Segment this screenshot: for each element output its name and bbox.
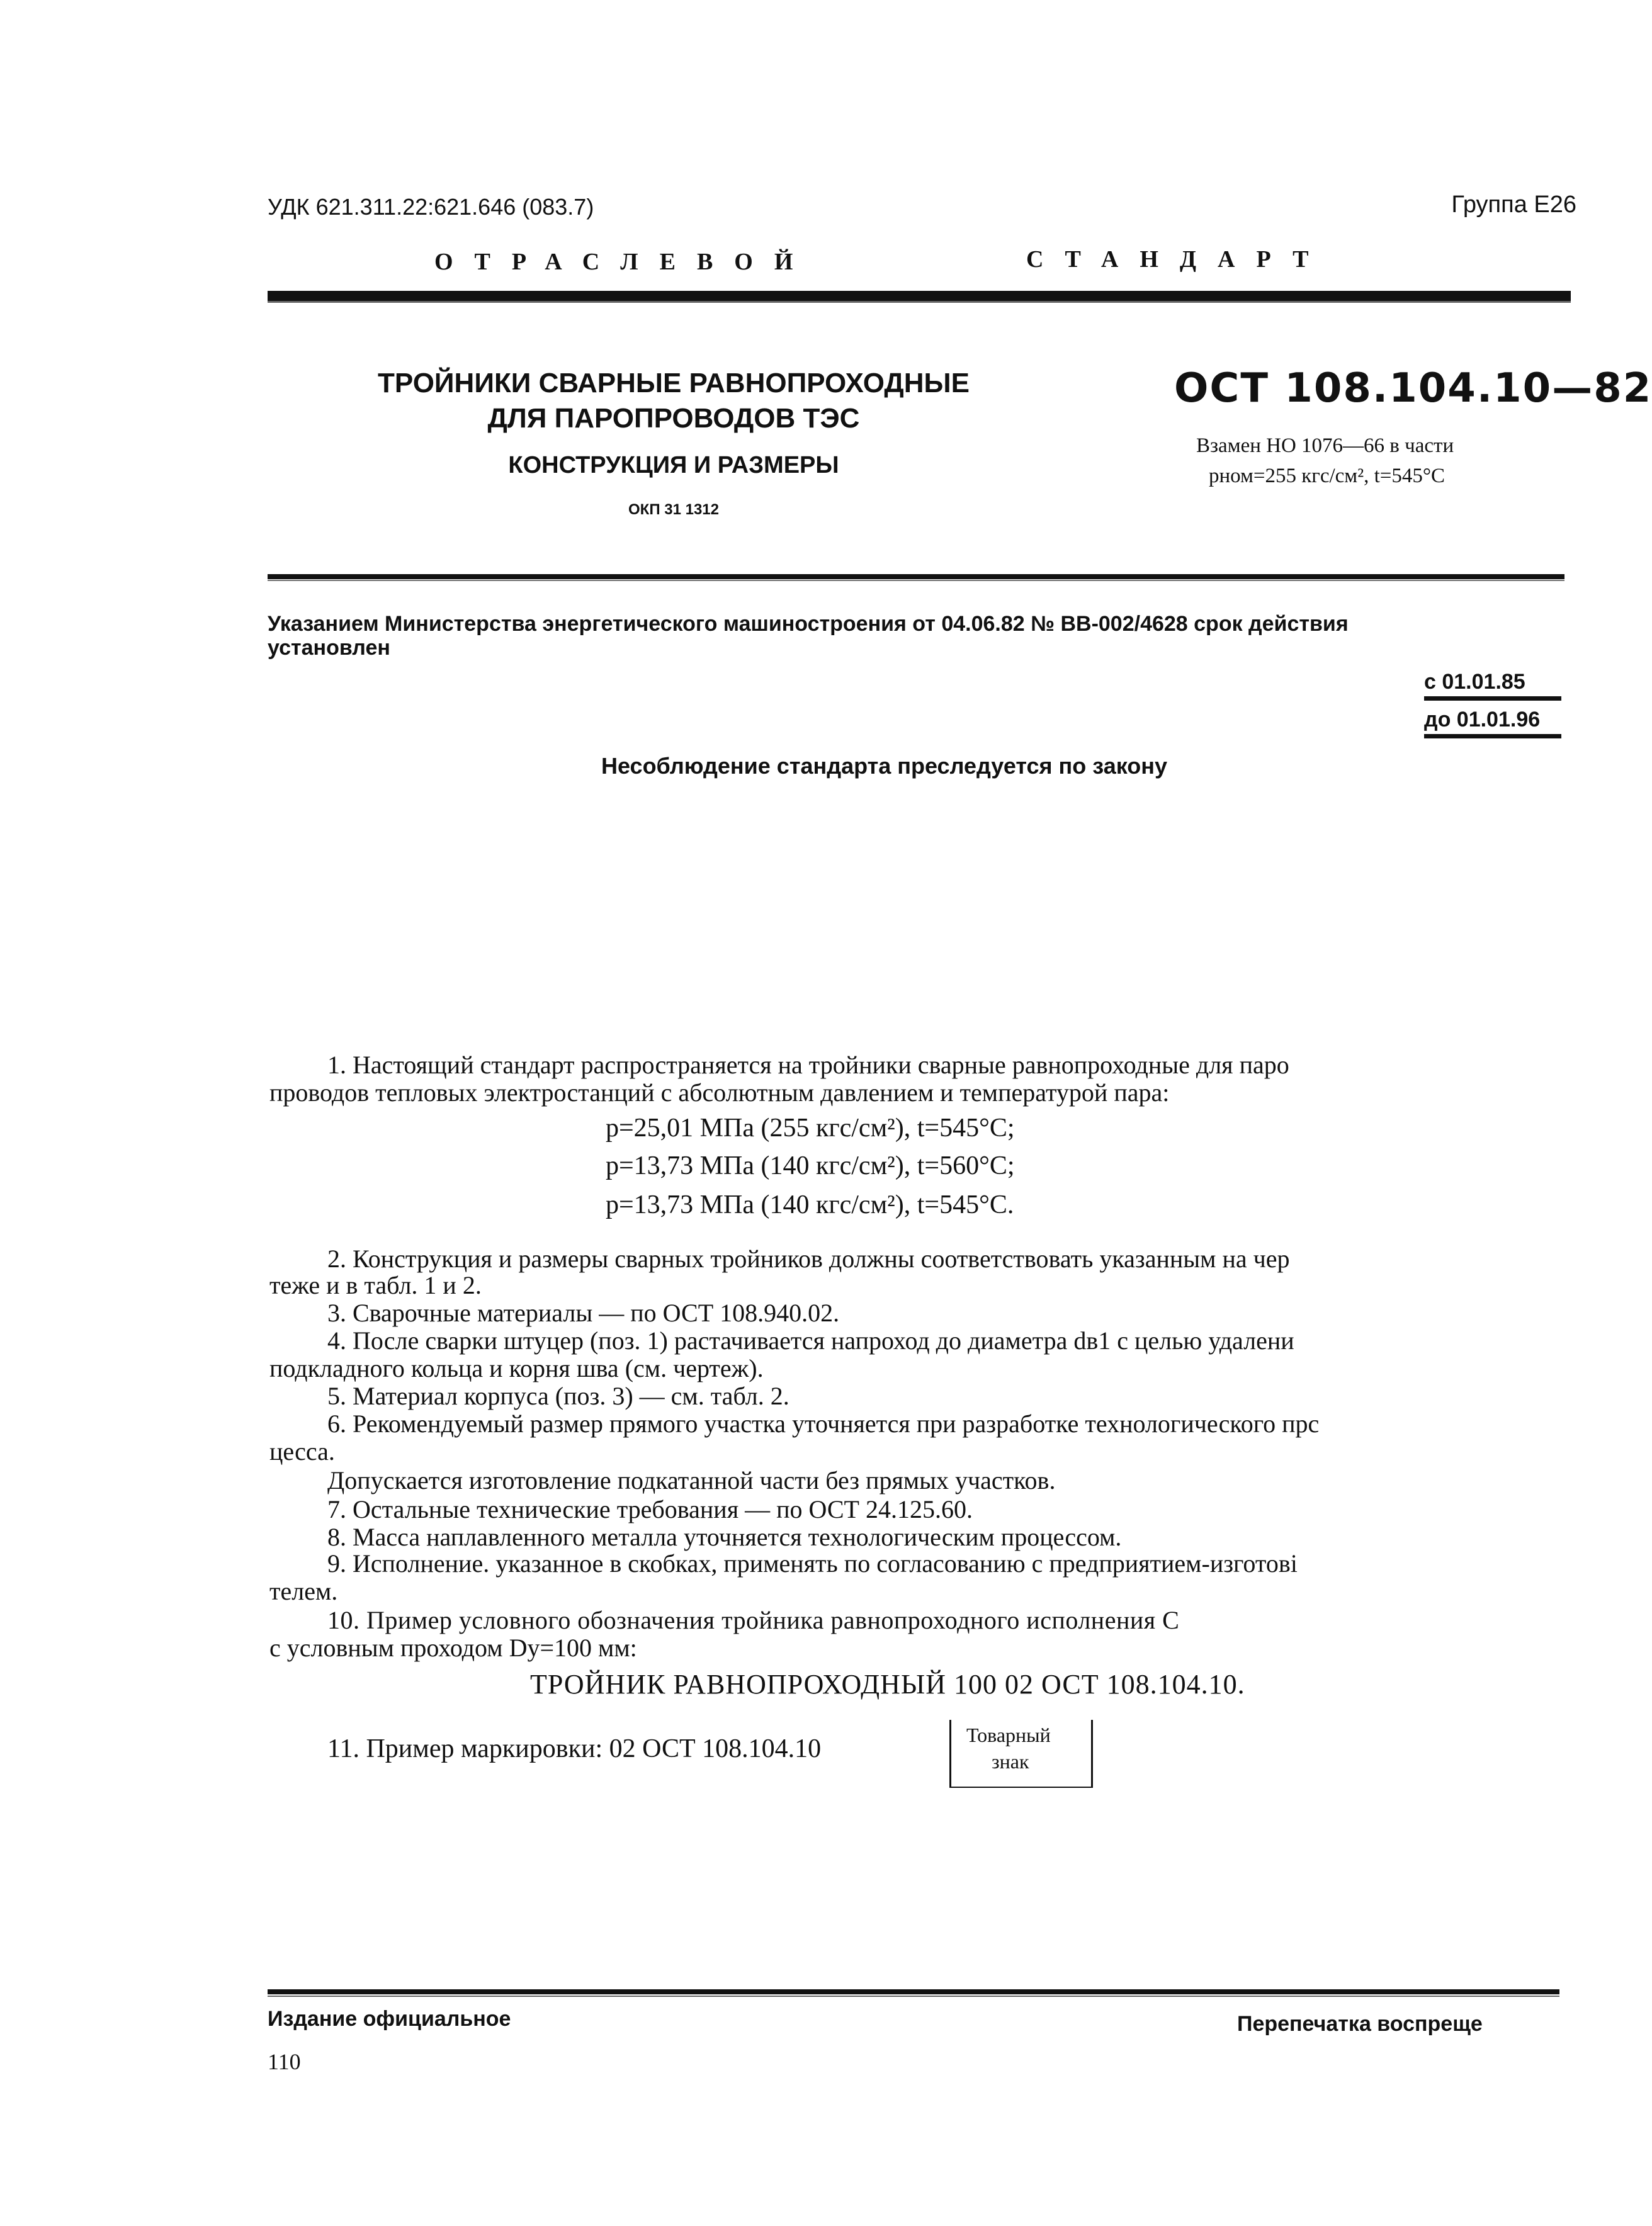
clause-6-line-1: 6. Рекомендуемый размер прямого участка уточняется при разработке технологического прс bbox=[327, 1410, 1320, 1438]
clause-4-line-2: подкладного кольца и корня шва (см. чертеж). bbox=[269, 1354, 764, 1382]
title-line-3: КОНСТРУКЦИЯ И РАЗМЕРЫ bbox=[508, 452, 839, 478]
standard-code: ОСТ 108.104.10—82 bbox=[1174, 365, 1652, 412]
trademark-line-1: Товарный bbox=[966, 1724, 1051, 1746]
clause-10-line-2: с условным проходом Dу=100 мм: bbox=[269, 1634, 637, 1662]
replaces-line-1: Взамен НО 1076—66 в части bbox=[1196, 434, 1454, 457]
page-number: 110 bbox=[268, 2049, 301, 2074]
clause-9-line-2: телем. bbox=[269, 1577, 338, 1605]
reprint-notice: Перепечатка воспреще bbox=[1237, 2012, 1483, 2036]
replaces-line-2: pном=255 кгс/см², t=545°С bbox=[1209, 465, 1445, 487]
clause-4-line-1: 4. После сварки штуцер (поз. 1) растачивается напроход до диаметра dв1 с целью удалени bbox=[327, 1326, 1294, 1355]
title-rule-thin bbox=[268, 580, 1564, 581]
trademark-line-2: знак bbox=[992, 1750, 1029, 1773]
clause-8: 8. Масса наплавленного металла уточняется технологическим процессом. bbox=[327, 1523, 1122, 1551]
example-designation: ТРОЙНИК РАВНОПРОХОДНЫЙ 100 02 ОСТ 108.104.10. bbox=[530, 1669, 1245, 1700]
noncompliance-notice: Несоблюдение стандарта преследуется по закону bbox=[601, 753, 1168, 779]
footer-rule-thin bbox=[268, 1996, 1559, 1997]
clause-2-line-1: 2. Конструкция и размеры сварных тройников должны соответствовать указанным на чер bbox=[327, 1245, 1290, 1273]
valid-to: до 01.01.96 bbox=[1424, 708, 1541, 732]
clause-6-line-2: цесса. bbox=[269, 1437, 335, 1466]
clause-1-line-1: 1. Настоящий стандарт распространяется на тройники сварные равнопроходные для паро bbox=[327, 1051, 1289, 1079]
category-word-1: ОТРАСЛЕВОЙ bbox=[434, 249, 815, 275]
directive-line-1: Указанием Министерства энергетического машиностроения от 04.06.82 № ВВ-002/4628 срок действия bbox=[268, 612, 1349, 636]
category-word-2: СТАНДАРТ bbox=[1026, 246, 1330, 273]
footer-rule bbox=[268, 1989, 1559, 1994]
header-rule-thin bbox=[268, 301, 1571, 303]
formula-3: p=13,73 МПа (140 кгс/см²), t=545°С. bbox=[606, 1190, 1014, 1219]
clause-7: 7. Остальные технические требования — по ОСТ 24.125.60. bbox=[327, 1495, 973, 1523]
edition-label: Издание официальное bbox=[268, 2007, 511, 2031]
title-line-1: ТРОЙНИКИ СВАРНЫЕ РАВНОПРОХОДНЫЕ bbox=[378, 368, 970, 398]
group-code: Группа Е26 bbox=[1451, 191, 1576, 218]
clause-10-line-1: 10. Пример условного обозначения тройника равнопроходного исполнения С bbox=[327, 1606, 1180, 1634]
title-line-2: ДЛЯ ПАРОПРОВОДОВ ТЭС bbox=[487, 403, 860, 434]
clause-6-line-3: Допускается изготовление подкатанной части без прямых участков. bbox=[327, 1466, 1056, 1494]
valid-to-underline bbox=[1424, 734, 1561, 738]
formula-2: p=13,73 МПа (140 кгс/см²), t=560°С; bbox=[606, 1151, 1015, 1180]
clause-1-line-2: проводов тепловых электростанций с абсолютным давлением и температурой пара: bbox=[269, 1078, 1170, 1107]
valid-from: с 01.01.85 bbox=[1424, 670, 1525, 694]
clause-2-line-2: теже и в табл. 1 и 2. bbox=[269, 1271, 482, 1299]
udk-code: УДК 621.311.22:621.646 (083.7) bbox=[268, 194, 594, 220]
clause-3: 3. Сварочные материалы — по ОСТ 108.940.02. bbox=[327, 1299, 840, 1327]
clause-11: 11. Пример маркировки: 02 ОСТ 108.104.10 bbox=[327, 1734, 822, 1763]
okp-code: ОКП 31 1312 bbox=[628, 501, 719, 518]
directive-line-2: установлен bbox=[268, 636, 390, 660]
valid-from-underline bbox=[1424, 696, 1561, 701]
formula-1: p=25,01 МПа (255 кгс/см²), t=545°С; bbox=[606, 1114, 1015, 1143]
clause-9-line-1: 9. Исполнение. указанное в скобках, применять по согласованию с предприятием-изготові bbox=[327, 1549, 1298, 1578]
title-rule bbox=[268, 574, 1564, 579]
header-rule bbox=[268, 291, 1571, 301]
clause-5: 5. Материал корпуса (поз. 3) — см. табл. 2. bbox=[327, 1382, 789, 1410]
